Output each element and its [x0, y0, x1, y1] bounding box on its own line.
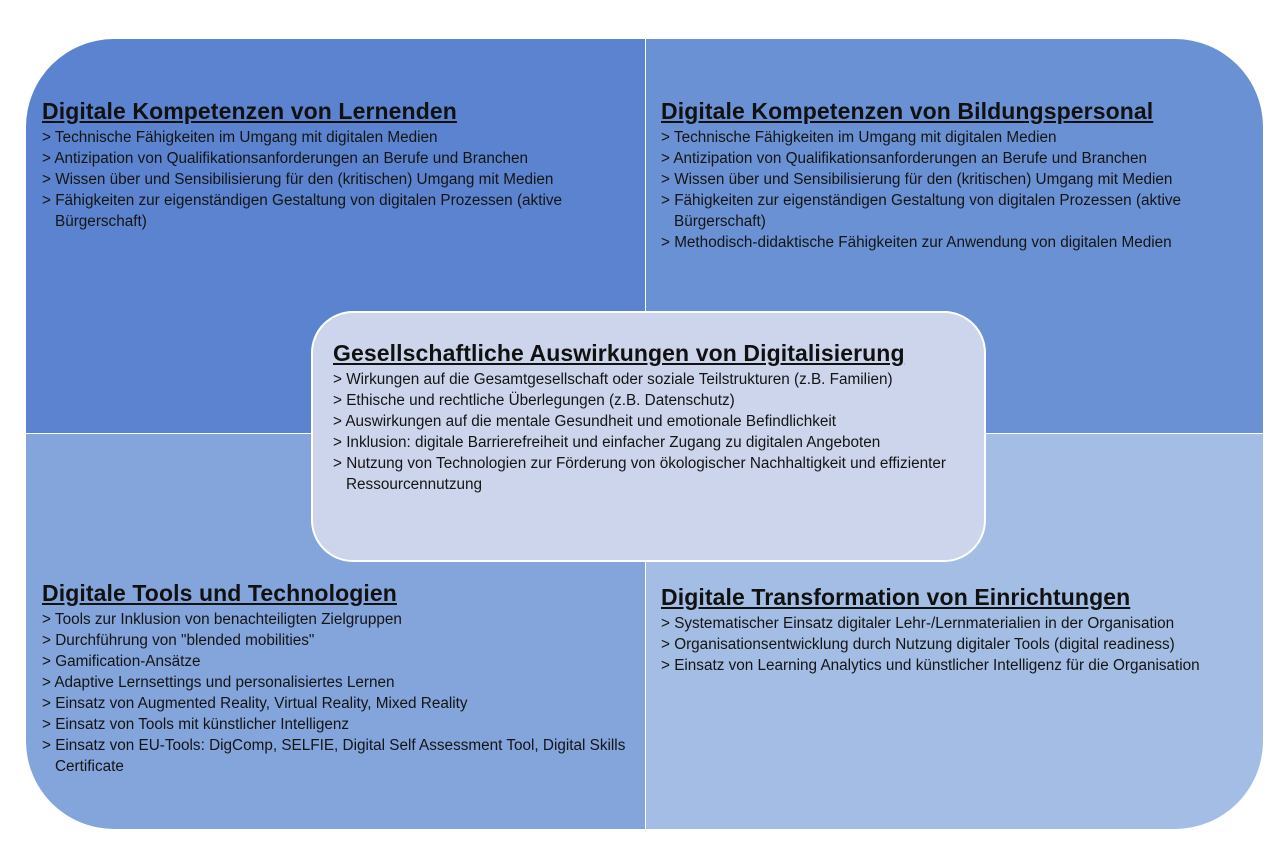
quadrant-title: Digitale Kompetenzen von Lernenden [42, 98, 457, 124]
center-societal-impact-box [311, 311, 986, 562]
list-item: > Ethische und rechtliche Überlegungen (z.B. Datenschutz) [333, 390, 963, 411]
list-item: > Tools zur Inklusion von benachteiligten Zielgruppen [42, 609, 627, 630]
quadrant-title: Digitale Tools und Technologien [42, 580, 397, 606]
item-list [42, 127, 627, 232]
item-list [661, 127, 1246, 253]
quadrant-title: Digitale Transformation von Einrichtungen [661, 584, 1131, 610]
item-list [42, 609, 627, 777]
list-item: > Einsatz von Augmented Reality, Virtual Reality, Mixed Reality [42, 693, 627, 714]
list-item: > Systematischer Einsatz digitaler Lehr-/Lernmaterialien in der Organisation [661, 613, 1246, 634]
list-item: > Fähigkeiten zur eigenständigen Gestaltung von digitalen Prozessen (aktive Bürgerschaft) [661, 190, 1246, 232]
list-item: > Methodisch-didaktische Fähigkeiten zur Anwendung von digitalen Medien [661, 232, 1246, 253]
list-item: > Adaptive Lernsettings und personalisiertes Lernen [42, 672, 627, 693]
item-list [661, 613, 1246, 676]
list-item: > Durchführung von "blended mobilities" [42, 630, 627, 651]
list-item: > Antizipation von Qualifikationsanforderungen an Berufe und Branchen [42, 148, 627, 169]
list-item: > Einsatz von Tools mit künstlicher Intelligenz [42, 714, 627, 735]
list-item: > Auswirkungen auf die mentale Gesundheit und emotionale Befindlichkeit [333, 411, 963, 432]
list-item: > Technische Fähigkeiten im Umgang mit digitalen Medien [42, 127, 627, 148]
list-item: > Wissen über und Sensibilisierung für den (kritischen) Umgang mit Medien [42, 169, 627, 190]
list-item: > Wirkungen auf die Gesamtgesellschaft oder soziale Teilstrukturen (z.B. Familien) [333, 369, 963, 390]
quadrant-title: Digitale Kompetenzen von Bildungspersonal [661, 98, 1154, 124]
center-title: Gesellschaftliche Auswirkungen von Digitalisierung [333, 340, 905, 366]
list-item: > Fähigkeiten zur eigenständigen Gestaltung von digitalen Prozessen (aktive Bürgerschaft) [42, 190, 627, 232]
list-item: > Gamification-Ansätze [42, 651, 627, 672]
item-list [333, 369, 963, 495]
list-item: > Technische Fähigkeiten im Umgang mit digitalen Medien [661, 127, 1246, 148]
list-item: > Wissen über und Sensibilisierung für den (kritischen) Umgang mit Medien [661, 169, 1246, 190]
list-item: > Einsatz von EU-Tools: DigComp, SELFIE, Digital Self Assessment Tool, Digital Skills Certificate [42, 735, 627, 777]
list-item: > Inklusion: digitale Barrierefreiheit und einfacher Zugang zu digitalen Angeboten [333, 432, 963, 453]
list-item: > Organisationsentwicklung durch Nutzung digitaler Tools (digital readiness) [661, 634, 1246, 655]
list-item: > Nutzung von Technologien zur Förderung von ökologischer Nachhaltigkeit und effizienter Ressourcennutzung [333, 453, 963, 495]
list-item: > Einsatz von Learning Analytics und künstlicher Intelligenz für die Organisation [661, 655, 1246, 676]
list-item: > Antizipation von Qualifikationsanforderungen an Berufe und Branchen [661, 148, 1246, 169]
